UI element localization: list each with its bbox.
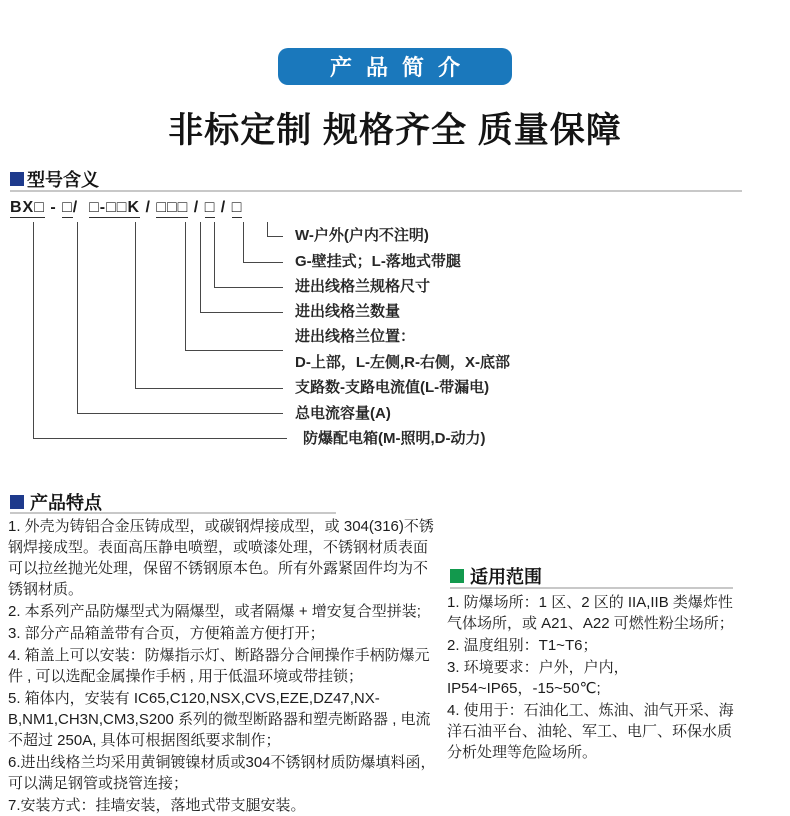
model-label: D-上部，L-左侧,R-右侧，X-底部 (295, 354, 510, 371)
model-label: 防爆配电箱(M-照明,D-动力) (303, 430, 486, 447)
section-underline (10, 512, 336, 514)
model-label: 进出线格兰数量 (295, 303, 401, 320)
model-label: 进出线格兰规格尺寸 (295, 278, 431, 295)
connector-hline (33, 438, 287, 439)
scope-item: 4. 使用于：石油化工、炼油、油气开采、海洋石油平台、油轮、军工、电厂、环保水质分析处理等危险场所。 (447, 702, 734, 761)
feature-item: 5. 箱体内，安装有 IC65,C120,NSX,CVS,EZE,DZ47,NX-B,NM1,CH3N,CM3,S200 系列的微型断路器和塑壳断路器 , 电流不超过 250A, 具体可根据图纸要求制作； (8, 690, 431, 749)
connector-vline (77, 222, 78, 413)
connector-hline (135, 388, 283, 389)
connector-vline (200, 222, 201, 312)
section-bullet-icon (10, 495, 24, 509)
model-label: G-壁挂式；L-落地式带腿 (295, 253, 461, 270)
connector-vline (267, 222, 268, 236)
section-bullet-icon (10, 172, 24, 186)
scope-item: 1. 防爆场所：1 区、2 区的 IIA,IIB 类爆炸性气体场所，或 A21、A22 可燃性粉尘场所； (447, 594, 734, 632)
model-label: 支路数-支路电流值(L-带漏电) (295, 379, 490, 396)
feature-item: 2. 本系列产品防爆型式为隔爆型，或者隔爆 + 增安复合型拼装; (8, 603, 421, 620)
model-code-segment: / (140, 199, 157, 216)
connector-hline (77, 413, 283, 414)
model-code (10, 199, 242, 217)
scope-section-title: 适用范围 (470, 567, 542, 587)
model-code-segment: - (44, 199, 63, 216)
model-section-header (10, 166, 99, 192)
scope-item: 2. 温度组别：T1~T6； (447, 637, 598, 654)
feature-item: 4. 箱盖上可以安装：防爆指示灯、断路器分合闸操作手柄防爆元件 , 可以选配金属操作手柄 , 用于低温环境或带挂锁； (8, 647, 430, 685)
section-underline (450, 587, 733, 589)
connector-hline (214, 287, 283, 288)
feature-item: 3. 部分产品箱盖带有合页，方便箱盖方便打开； (8, 625, 325, 642)
feature-item: 1. 外壳为铸铝合金压铸成型，或碳钢焊接成型，或 304(316)不锈钢焊接成型。表面高压静电喷塑，或喷漆处理，不锈钢材质表面可以拉丝抛光处理，保留不锈钢原本色。所有外露紧固件均为不锈钢材质。 (8, 518, 434, 598)
banner-title: 产品简介 (329, 55, 474, 80)
model-section-title: 型号含义 (27, 170, 99, 190)
model-code-segment: BX□ (10, 199, 45, 216)
connector-hline (267, 236, 283, 237)
model-code-segment: / (72, 199, 90, 216)
model-label: 进出线格兰位置： (295, 328, 416, 345)
model-code-segment: □ (231, 199, 243, 216)
connector-vline (243, 222, 244, 262)
model-code-segment: □□□ (156, 199, 189, 216)
model-label: W-户外(户内不注明) (295, 227, 429, 244)
scope-list (447, 592, 745, 764)
model-code-segment: / (215, 199, 232, 216)
model-code-segment: / (188, 199, 205, 216)
connector-vline (214, 222, 215, 287)
connector-vline (135, 222, 136, 388)
model-code-segment: □-□□K (89, 199, 140, 216)
connector-vline (33, 222, 34, 438)
section-underline (10, 190, 742, 192)
scope-item: 3. 环境要求：户外，户内，IP54~IP65，-15~50℃; (447, 659, 629, 697)
model-code-segment: □ (62, 199, 73, 216)
features-section-title: 产品特点 (30, 493, 102, 513)
scope-section-header (450, 563, 542, 589)
feature-item: 7.安装方式：挂墙安装，落地式带支腿安装。 (8, 797, 306, 814)
model-label: 总电流容量(A) (295, 405, 391, 422)
model-code-segment: □ (204, 199, 216, 216)
section-bullet-icon (450, 569, 464, 583)
headline: 非标定制 规格齐全 质量保障 (168, 111, 622, 150)
connector-hline (243, 262, 283, 263)
connector-vline (185, 222, 186, 350)
features-list (8, 516, 442, 816)
connector-hline (200, 312, 283, 313)
connector-hline (185, 350, 283, 351)
product-intro-banner (278, 48, 512, 85)
feature-item: 6.进出线格兰均采用黄铜镀镍材质或304不锈钢材质防爆填料函，可以满足钢管或挠管连接； (8, 754, 436, 792)
